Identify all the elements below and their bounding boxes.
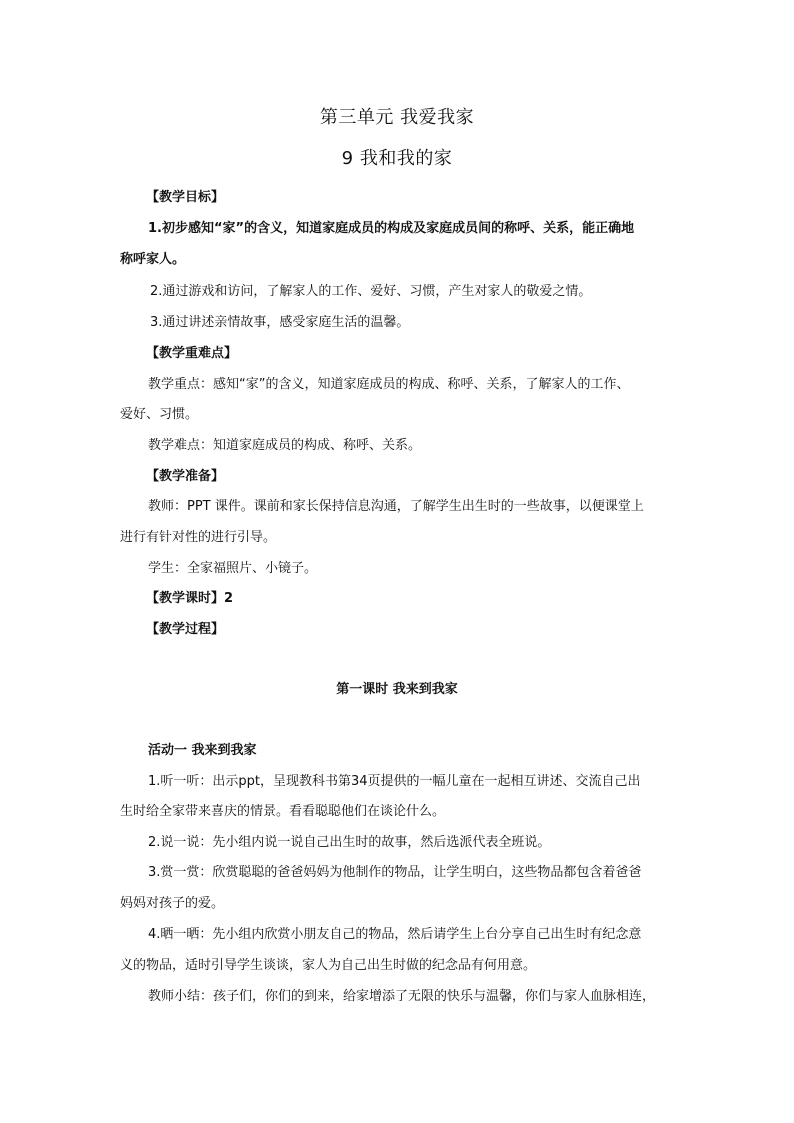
step-4-line-2: 义的物品，适时引导学生谈谈，家人为自己出生时做的纪念品有何用意。 — [120, 958, 537, 973]
goal-2: 2.通过游戏和访问，了解家人的工作、爱好、习惯，产生对家人的敬爱之情。 — [150, 284, 592, 299]
goal-1-line-1: 1.初步感知“家”的含义，知道家庭成员的构成及家庭成员间的称呼、关系，能正确地 — [148, 221, 635, 236]
step-2: 2.说一说：先小组内说一说自己出生时的故事，然后选派代表全班说。 — [148, 835, 551, 850]
goals-header: 【教学目标】 — [146, 190, 225, 205]
prep-teacher-line-2: 进行有针对性的进行引导。 — [120, 530, 277, 545]
prep-teacher-line-1: 教师：PPT 课件。课前和家长保持信息沟通，了解学生出生时的一些故事，以便课堂上 — [148, 499, 644, 514]
period-title: 第一课时 我来到我家 — [336, 682, 458, 697]
key-point-line-2: 爱好、习惯。 — [120, 407, 199, 422]
step-3-line-1: 3.赏一赏：欣赏聪聪的爸爸妈妈为他制作的物品，让学生明白，这些物品都包含着爸爸 — [148, 865, 642, 880]
teacher-summary: 教师小结：孩子们，你们的到来，给家增添了无限的快乐与温馨，你们与家人血脉相连， — [148, 989, 656, 1004]
preparation-header: 【教学准备】 — [146, 469, 225, 484]
goal-1-line-2: 称呼家人。 — [120, 252, 186, 267]
step-1-line-2: 生时给全家带来喜庆的情景。看看聪聪他们在谈论什么。 — [120, 804, 446, 819]
step-4-line-1: 4.晒一晒：先小组内欣赏小朋友自己的物品，然后请学生上台分享自己出生时有纪念意 — [148, 927, 642, 942]
goal-3: 3.通过讲述亲情故事，感受家庭生活的温馨。 — [150, 315, 410, 330]
unit-title: 第三单元 我爱我家 — [319, 107, 475, 128]
lesson-title: 9 我和我的家 — [341, 148, 453, 169]
activity-title: 活动一 我来到我家 — [148, 743, 257, 758]
key-point-line-1: 教学重点：感知“家”的含义，知道家庭成员的构成、称呼、关系，了解家人的工作、 — [148, 377, 630, 392]
key-points-header: 【教学重难点】 — [146, 346, 238, 361]
step-3-line-2: 妈妈对孩子的爱。 — [120, 896, 225, 911]
difficult-point: 教学难点：知道家庭成员的构成、称呼、关系。 — [148, 438, 422, 453]
class-hours: 【教学课时】2 — [146, 591, 234, 606]
process-header: 【教学过程】 — [146, 622, 225, 637]
step-1-line-1: 1.听一听：出示ppt，呈现教科书第34页提供的一幅儿童在一起相互讲述、交流自己出 — [148, 774, 641, 789]
prep-student: 学生：全家福照片、小镜子。 — [148, 561, 318, 576]
